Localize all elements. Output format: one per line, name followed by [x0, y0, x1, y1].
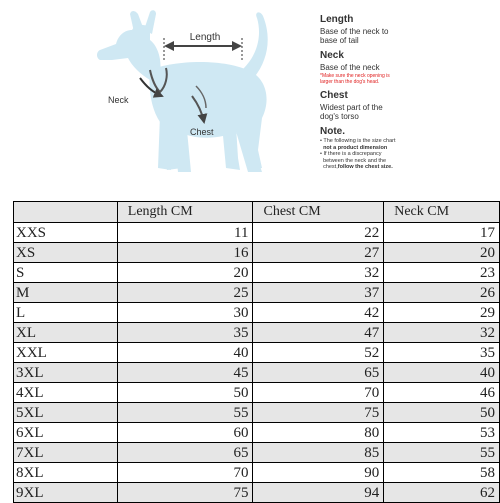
size-chart-table [13, 201, 500, 503]
table-row [14, 243, 500, 263]
neck-cell: 55 [384, 443, 500, 463]
table-row [14, 283, 500, 303]
note-item-1: • The following is the size chart not a product dimension [320, 138, 396, 151]
table-row [14, 443, 500, 463]
chest-cell: 42 [253, 303, 384, 323]
table-row [14, 263, 500, 283]
neck-description: Base of the neck [320, 63, 380, 72]
neck-cell: 23 [384, 263, 500, 283]
length-cell: 65 [117, 443, 253, 463]
chest-cell: 52 [253, 343, 384, 363]
chest-cell: 27 [253, 243, 384, 263]
length-cell: 40 [117, 343, 253, 363]
neck-cell: 58 [384, 463, 500, 483]
size-cell: 9XL [14, 483, 118, 503]
header-size [14, 202, 118, 223]
note-heading: Note. [320, 126, 345, 137]
size-cell: XL [14, 323, 118, 343]
size-cell: 6XL [14, 423, 118, 443]
size-cell: S [14, 263, 118, 283]
neck-cell: 20 [384, 243, 500, 263]
chest-cell: 32 [253, 263, 384, 283]
length-cell: 35 [117, 323, 253, 343]
chest-cell: 70 [253, 383, 384, 403]
size-cell: 8XL [14, 463, 118, 483]
chest-cell: 90 [253, 463, 384, 483]
size-cell: L [14, 303, 118, 323]
measurement-notes [320, 14, 496, 171]
length-heading: Length [320, 14, 354, 25]
neck-cell: 26 [384, 283, 500, 303]
table-row [14, 423, 500, 443]
table-header-row [14, 202, 500, 223]
size-cell: 5XL [14, 403, 118, 423]
length-cell: 75 [117, 483, 253, 503]
size-cell: XXS [14, 223, 118, 243]
length-description: Base of the neck to base of tail [320, 27, 389, 45]
neck-cell: 53 [384, 423, 500, 443]
size-cell: 3XL [14, 363, 118, 383]
header-neck: Neck CM [384, 202, 500, 223]
table-row [14, 223, 500, 243]
dog-silhouette [97, 10, 268, 172]
chest-heading: Chest [320, 90, 348, 101]
chest-cell: 94 [253, 483, 384, 503]
size-cell: 7XL [14, 443, 118, 463]
table-row [14, 363, 500, 383]
table-row [14, 383, 500, 403]
length-cell: 25 [117, 283, 253, 303]
chest-cell: 47 [253, 323, 384, 343]
table-row [14, 463, 500, 483]
neck-cell: 32 [384, 323, 500, 343]
table-row [14, 343, 500, 363]
size-cell: 4XL [14, 383, 118, 403]
chest-description: Widest part of the dog's torso [320, 103, 383, 121]
length-cell: 50 [117, 383, 253, 403]
size-cell: XS [14, 243, 118, 263]
neck-cell: 29 [384, 303, 500, 323]
length-cell: 60 [117, 423, 253, 443]
neck-cell: 46 [384, 383, 500, 403]
size-cell: XXL [14, 343, 118, 363]
length-cell: 45 [117, 363, 253, 383]
chest-cell: 22 [253, 223, 384, 243]
neck-cell: 40 [384, 363, 500, 383]
header-chest: Chest CM [253, 202, 384, 223]
length-cell: 70 [117, 463, 253, 483]
note-item-2: • If there is a discrepancy between the neck and the chest,follow the chest size. [320, 151, 393, 170]
neck-cell: 62 [384, 483, 500, 503]
neck-label: Neck [108, 95, 129, 105]
dog-measurement-diagram [0, 0, 315, 196]
neck-cell: 17 [384, 223, 500, 243]
size-cell: M [14, 283, 118, 303]
table-row [14, 323, 500, 343]
header-length: Length CM [117, 202, 253, 223]
chest-cell: 75 [253, 403, 384, 423]
table-row [14, 303, 500, 323]
size-guide-header [0, 0, 500, 196]
neck-cell: 50 [384, 403, 500, 423]
chest-cell: 37 [253, 283, 384, 303]
chest-cell: 65 [253, 363, 384, 383]
chest-cell: 85 [253, 443, 384, 463]
length-measure [164, 30, 242, 60]
length-cell: 20 [117, 263, 253, 283]
length-cell: 30 [117, 303, 253, 323]
chest-cell: 80 [253, 423, 384, 443]
length-cell: 11 [117, 223, 253, 243]
chest-label: Chest [190, 127, 214, 137]
neck-cell: 35 [384, 343, 500, 363]
length-cell: 16 [117, 243, 253, 263]
neck-heading: Neck [320, 50, 344, 61]
table-row [14, 403, 500, 423]
length-label: Length [189, 32, 221, 43]
length-cell: 55 [117, 403, 253, 423]
size-rows [14, 223, 500, 503]
neck-warning: *Make sure the neck opening is larger than the dog's head. [320, 73, 390, 85]
